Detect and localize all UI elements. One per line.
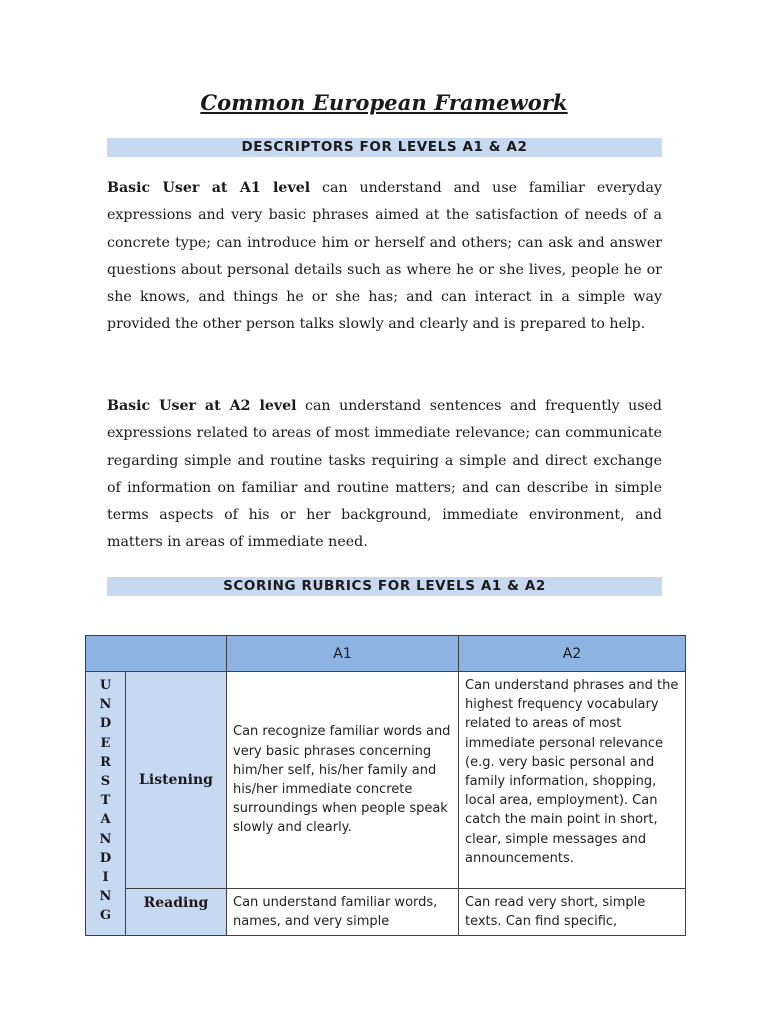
skill-label-listening: Listening — [126, 672, 227, 889]
table-header-row — [86, 636, 686, 672]
listening-a1-descriptor: Can recognize familiar words and very basic phrases concerning him/her self, his/her family and his/her immediate concrete surroundings when people speak slowly and clearly. — [227, 672, 459, 889]
a2-descriptor-lead: Basic User at A2 level — [107, 398, 297, 414]
rubrics-banner: SCORING RUBRICS FOR LEVELS A1 & A2 — [107, 577, 662, 596]
reading-a1-text: Can understand familiar words, names, and very simple — [233, 895, 438, 930]
a1-descriptor-text: can understand and use familiar everyday expressions and very basic phrases aimed at the satisfaction of needs of a concrete type; can introduce him or herself and others; can ask and answer questions about personal details such as where he or she lives, people he or she knows, and things he or she has; and can interact in a simple way provided the other person talks slowly and clearly and is prepared to help. — [107, 180, 662, 333]
reading-a1-descriptor — [227, 889, 459, 936]
understanding-vertical-label — [86, 672, 126, 936]
vertical-letter: I — [102, 870, 109, 886]
vertical-letter: D — [99, 850, 112, 866]
table-header-blank — [86, 636, 227, 672]
table-header-a2: A2 — [459, 636, 686, 672]
vertical-letter: U — [99, 678, 112, 693]
scoring-rubric-table — [85, 635, 686, 936]
vertical-letter: R — [100, 754, 111, 770]
a1-descriptor-lead: Basic User at A1 level — [107, 180, 311, 196]
vertical-letter: N — [99, 697, 112, 713]
vertical-letter: A — [100, 812, 111, 828]
table-row-listening — [86, 672, 686, 889]
vertical-letter: D — [99, 716, 112, 732]
vertical-letter: N — [99, 889, 112, 905]
vertical-letter: E — [100, 735, 111, 751]
vertical-letter: N — [99, 831, 112, 847]
reading-a2-descriptor — [459, 889, 686, 936]
listening-a2-descriptor: Can understand phrases and the highest frequency vocabulary related to areas of most immediate personal relevance (e.g. very basic personal and family information, shopping, local area, employment). Can catch the main point in short, clear, simple messages and announcements. — [459, 672, 686, 889]
vertical-letter: G — [99, 908, 112, 924]
reading-a2-text: Can read very short, simple texts. Can find specific, — [465, 895, 646, 930]
a2-descriptor-paragraph — [107, 393, 662, 557]
vertical-letter: T — [100, 793, 111, 809]
table-header-a1: A1 — [227, 636, 459, 672]
vertical-letter: S — [100, 774, 111, 790]
descriptors-banner: DESCRIPTORS FOR LEVELS A1 & A2 — [107, 138, 662, 157]
skill-label-reading: Reading — [126, 889, 227, 936]
a1-descriptor-paragraph — [107, 175, 662, 339]
document-title: Common European Framework — [200, 90, 568, 115]
a2-descriptor-text: can understand sentences and frequently used expressions related to areas of most immediate relevance; can communicate regarding simple and routine tasks requiring a simple and direct exchange of information on familiar and routine matters; and can describe in simple terms aspects of his or her background, immediate environment, and matters in areas of immediate need. — [107, 398, 662, 551]
table-row-reading — [86, 889, 686, 936]
